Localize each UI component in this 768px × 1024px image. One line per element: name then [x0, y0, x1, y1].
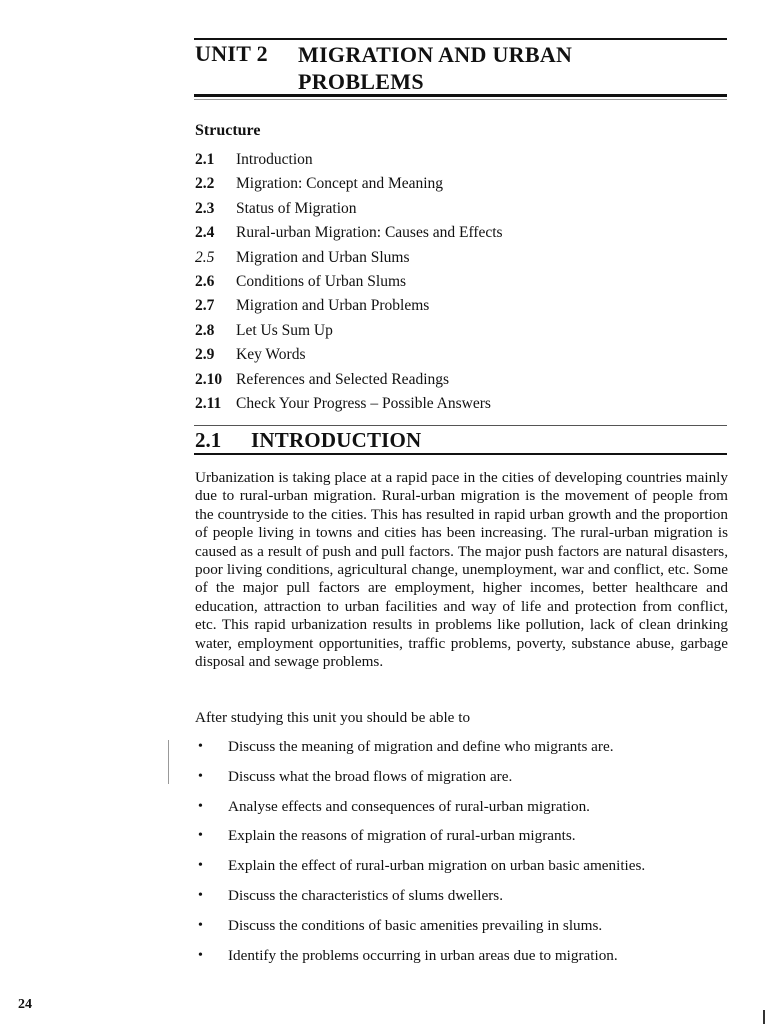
structure-heading: Structure [195, 122, 261, 139]
toc-item [195, 371, 715, 395]
toc-item [195, 395, 715, 419]
section-number: 2.1 [195, 428, 222, 452]
toc-item [195, 175, 715, 199]
toc-item-number: 2.7 [195, 297, 215, 315]
bullet-icon: • [198, 768, 203, 784]
list-item [195, 738, 728, 768]
toc-item-label: Check Your Progress – Possible Answers [236, 394, 491, 412]
objective-text: Discuss the meaning of migration and define who migrants are. [228, 738, 614, 755]
section-bottom-rule [194, 453, 727, 455]
toc-item-number: 2.3 [195, 199, 215, 217]
toc-item-label: Rural-urban Migration: Causes and Effects [236, 224, 503, 242]
list-item [195, 947, 728, 977]
objective-text: Discuss the conditions of basic amenities prevailing in slums. [228, 916, 603, 934]
objective-text: Explain the effect of rural-urban migration on urban basic amenities. [228, 857, 646, 875]
toc-item [195, 322, 715, 346]
toc-item-label: Introduction [236, 151, 313, 168]
bullet-icon: • [198, 828, 203, 844]
toc-item [195, 273, 715, 297]
bullet-icon: • [198, 917, 203, 933]
toc-item-number: 2.4 [195, 224, 215, 242]
toc-item [195, 249, 715, 273]
bullet-icon: • [198, 858, 203, 874]
toc-item [195, 297, 715, 321]
toc-item-label: Key Words [236, 346, 306, 364]
toc-item [195, 224, 715, 248]
introduction-paragraph: Urbanization is taking place at a rapid pace in the cities of developing countries mainly due to rural-urban migration. Rural-urban migration is the movement of people from the countryside to the cities. This has resulted in rapid urban growth and the proportion of people living in towns and cities has been increasing. The rural-urban migration is caused as a result of push and pull factors. The major push factors are natural disasters, poor living conditions, agricultural change, unemployment, war and conflict, etc. Some of the major pull factors are employment, higher incomes, better healthcare and education, attraction to urban facilities and way of life and protection from conflict, etc. This rapid urbanization results in problems like pollution, lack of clean drinking water, employment opportunities, traffic problems, poverty, substance abuse, garbage disposal and sewage problems. [195, 469, 728, 671]
bullet-icon: • [198, 887, 203, 903]
toc-item-label: Migration: Concept and Meaning [236, 175, 444, 193]
scan-artifact [168, 740, 169, 784]
objectives-intro: After studying this unit you should be able to [195, 709, 471, 726]
objective-text: Analyse effects and consequences of rural-urban migration. [228, 797, 590, 815]
list-item [195, 917, 728, 947]
section-top-rule [194, 425, 727, 426]
list-item [195, 857, 728, 887]
toc-item-label: Conditions of Urban Slums [236, 272, 407, 290]
scan-artifact [763, 1010, 765, 1024]
bullet-icon: • [198, 798, 203, 814]
objective-text: Explain the reasons of migration of rural-urban migrants. [228, 827, 576, 845]
toc-item-label: Let Us Sum Up [236, 321, 333, 339]
list-item [195, 887, 728, 917]
toc-item-number: 2.9 [195, 346, 215, 364]
unit-title: MIGRATION AND URBAN PROBLEMS [298, 42, 573, 94]
objective-text: Discuss the characteristics of slums dwellers. [228, 886, 503, 904]
toc-item-number: 2.2 [195, 175, 215, 193]
toc-item-number: 2.1 [195, 151, 215, 168]
objectives-list [195, 738, 728, 976]
toc-item-label: Migration and Urban Slums [236, 248, 410, 266]
toc-item-number: 2.5 [195, 248, 215, 266]
bullet-icon: • [198, 739, 203, 754]
objective-text: Discuss what the broad flows of migration are. [228, 767, 513, 785]
toc-item-label: Migration and Urban Problems [236, 297, 430, 315]
list-item [195, 798, 728, 828]
toc-item-label: References and Selected Readings [236, 370, 450, 388]
table-of-contents [195, 151, 715, 419]
toc-item-label: Status of Migration [236, 199, 357, 217]
toc-item [195, 151, 715, 175]
top-rule [194, 38, 727, 40]
title-rule [194, 94, 727, 97]
toc-item [195, 200, 715, 224]
toc-item-number: 2.11 [195, 394, 222, 412]
toc-item-number: 2.10 [195, 370, 223, 388]
title-rule-thin [194, 99, 727, 100]
page-number: 24 [18, 997, 32, 1012]
section-title: INTRODUCTION [251, 428, 422, 452]
list-item [195, 827, 728, 857]
unit-label: UNIT 2 [195, 41, 268, 66]
list-item [195, 768, 728, 798]
toc-item [195, 346, 715, 370]
toc-item-number: 2.8 [195, 321, 215, 339]
bullet-icon: • [198, 947, 203, 963]
objective-text: Identify the problems occurring in urban areas due to migration. [228, 946, 618, 964]
toc-item-number: 2.6 [195, 272, 215, 290]
